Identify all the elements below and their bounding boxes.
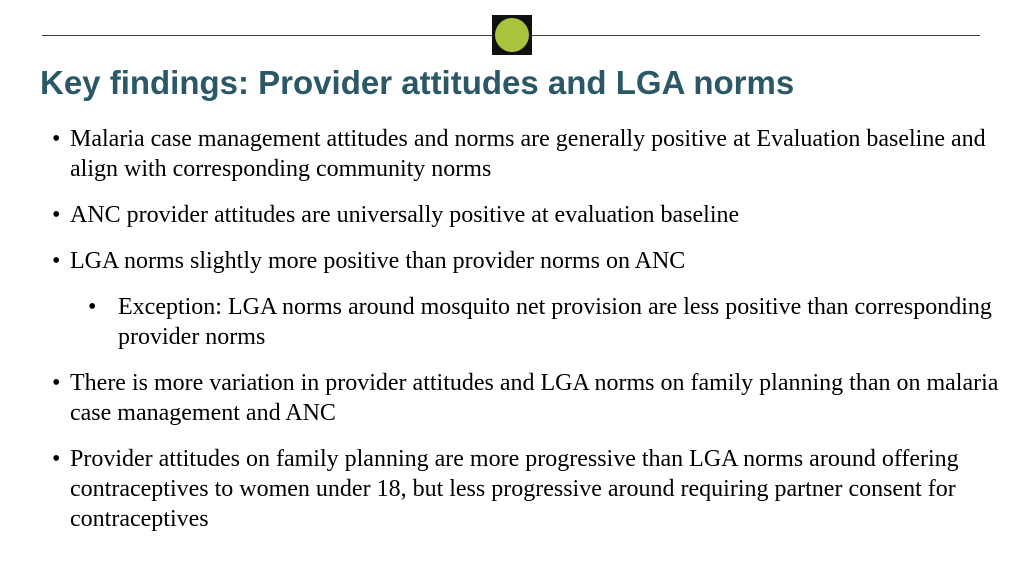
slide-badge (492, 15, 532, 55)
bullet-marker: • (52, 370, 61, 396)
bullet-text: Malaria case management attitudes and norms are generally positive at Evaluation baseline and align with corresponding community norms (70, 126, 986, 182)
bullet-item (0, 124, 1000, 184)
bullet-item (0, 246, 1000, 276)
bullet-text: ANC provider attitudes are universally positive at evaluation baseline (70, 202, 740, 228)
bullet-marker: • (52, 126, 61, 152)
bullet-marker: • (52, 248, 61, 274)
sub-bullet-item (0, 292, 1000, 352)
bullet-item (0, 200, 1000, 230)
bullet-item (0, 444, 1000, 534)
bullet-list (0, 124, 1000, 550)
bullet-marker: • (88, 294, 97, 320)
bullet-text: There is more variation in provider attitudes and LGA norms on family planning than on malaria case management and ANC (70, 370, 999, 426)
bullet-text: Provider attitudes on family planning are more progressive than LGA norms around offering contraceptives to women under 18, but less progressive around requiring partner consent for contraceptives (70, 446, 959, 532)
slide-title: Key findings: Provider attitudes and LGA norms (40, 64, 795, 101)
green-circle-icon (495, 18, 529, 52)
bullet-item (0, 368, 1000, 428)
bullet-text: Exception: LGA norms around mosquito net provision are less positive than corresponding provider norms (118, 294, 992, 350)
bullet-marker: • (52, 202, 61, 228)
bullet-marker: • (52, 446, 61, 472)
bullet-text: LGA norms slightly more positive than provider norms on ANC (70, 248, 686, 274)
